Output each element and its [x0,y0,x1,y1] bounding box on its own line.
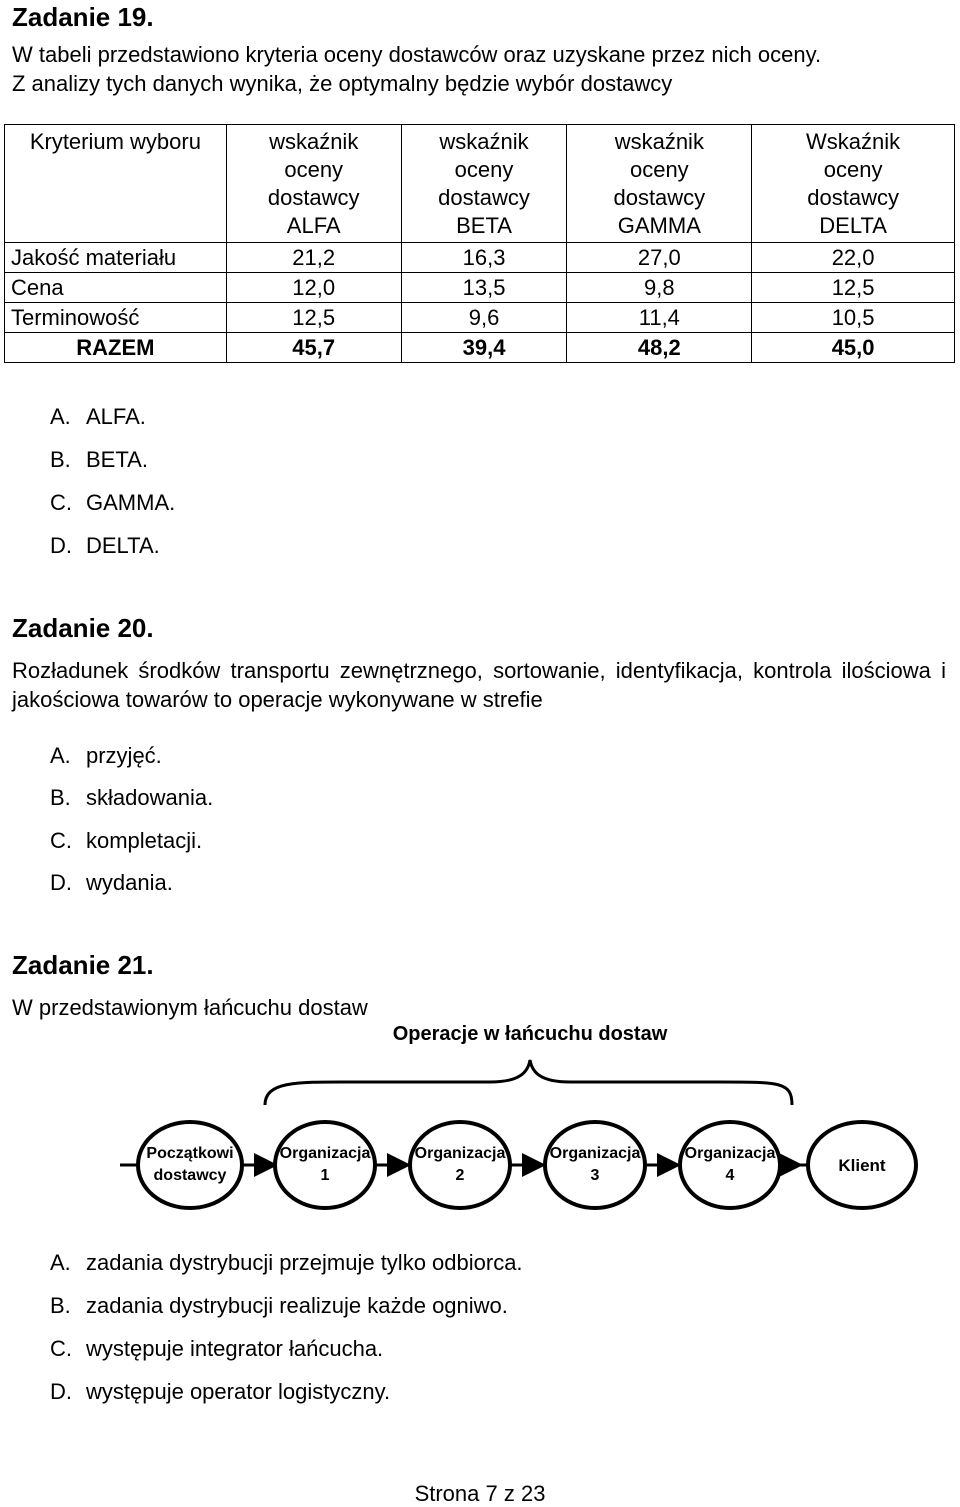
node-label: Początkowi [146,1145,234,1162]
node-label: Organizacja [279,1145,371,1162]
task20-option-d[interactable]: D. wydania. [50,870,173,895]
table-cell: 11,4 [567,303,752,333]
task19-title: Zadanie 19. [12,2,154,32]
node-initial-suppliers [138,1122,242,1208]
table-cell: 27,0 [567,243,752,273]
table-cell: 12,5 [752,273,955,303]
task19-intro-line1: W tabeli przedstawiono kryteria oceny dostawców oraz uzyskane przez nich oceny. [12,42,822,67]
task20-option-c[interactable]: C. kompletacji. [50,828,203,853]
header-alfa: wskaźnik oceny dostawcy ALFA [226,125,401,243]
diagram-brace [265,1060,792,1105]
row-label: Cena [5,273,227,303]
task19-intro-line2: Z analizy tych danych wynika, że optymalny będzie wybór dostawcy [12,71,673,96]
task21-option-b[interactable]: B. zadania dystrybucji realizuje każde ogniwo. [50,1293,508,1318]
node-organization-1 [275,1122,375,1208]
table-cell: 16,3 [401,243,567,273]
task20-title: Zadanie 20. [12,613,154,643]
task20-option-b[interactable]: B. składowania. [50,785,214,810]
header-criterion: Kryterium wyboru [5,125,227,243]
node-label: Organizacja [684,1145,776,1162]
total-cell: 45,0 [752,333,955,363]
page-number: Strona 7 z 23 [414,1481,546,1506]
table-row [5,303,955,333]
table-cell: 22,0 [752,243,955,273]
task20-option-a[interactable]: A. przyjęć. [50,743,162,768]
node-label: 1 [320,1167,330,1184]
task21-option-c[interactable]: C. występuje integrator łańcucha. [50,1336,384,1361]
supply-chain-diagram [0,1010,960,1225]
task21-option-d[interactable]: D. występuje operator logistyczny. [50,1379,391,1404]
node-label: 3 [590,1167,600,1184]
total-cell: 48,2 [567,333,752,363]
table-total-row [5,333,955,363]
table-cell: 9,8 [567,273,752,303]
header-delta: Wskaźnik oceny dostawcy DELTA [752,125,955,243]
header-gamma: wskaźnik oceny dostawcy GAMMA [567,125,752,243]
node-organization-2 [410,1122,510,1208]
node-client [808,1122,916,1208]
table-cell: 9,6 [401,303,567,333]
table-cell: 12,5 [226,303,401,333]
table-cell: 21,2 [226,243,401,273]
node-label: Organizacja [549,1145,641,1162]
node-organization-3 [545,1122,645,1208]
node-label: Organizacja [414,1145,506,1162]
table-cell: 10,5 [752,303,955,333]
header-beta: wskaźnik oceny dostawcy BETA [401,125,567,243]
task21-option-a[interactable]: A. zadania dystrybucji przejmuje tylko odbiorca. [50,1250,523,1275]
node-label: dostawcy [153,1167,227,1184]
node-label: Klient [838,1156,886,1175]
table-header-row [5,125,955,243]
node-organization-4 [680,1122,780,1208]
diagram-title: Operacje w łańcuchu dostaw [392,1023,668,1045]
node-label: 2 [455,1167,465,1184]
task19-option-d[interactable]: D. DELTA. [50,533,160,558]
task21-question: W przedstawionym łańcuchu dostaw [12,995,368,1020]
table-cell: 13,5 [401,273,567,303]
row-label: Terminowość [5,303,227,333]
table-row [5,273,955,303]
table-cell: 12,0 [226,273,401,303]
total-cell: 45,7 [226,333,401,363]
task19-option-a[interactable]: A. ALFA. [50,404,146,429]
task19-option-b[interactable]: B. BETA. [50,447,148,472]
total-cell: 39,4 [401,333,567,363]
total-label: RAZEM [5,333,227,363]
task20-question: Rozładunek środków transportu zewnętrznego, sortowanie, identyfikacja, kontrola ilościowa i jakościowa towarów to operacje wykonywane w strefie [12,658,946,712]
task19-option-c[interactable]: C. GAMMA. [50,490,176,515]
task21-title: Zadanie 21. [12,950,154,980]
table-row [5,243,955,273]
node-label: 4 [725,1167,735,1184]
supplier-criteria-table [4,124,955,363]
row-label: Jakość materiału [5,243,227,273]
